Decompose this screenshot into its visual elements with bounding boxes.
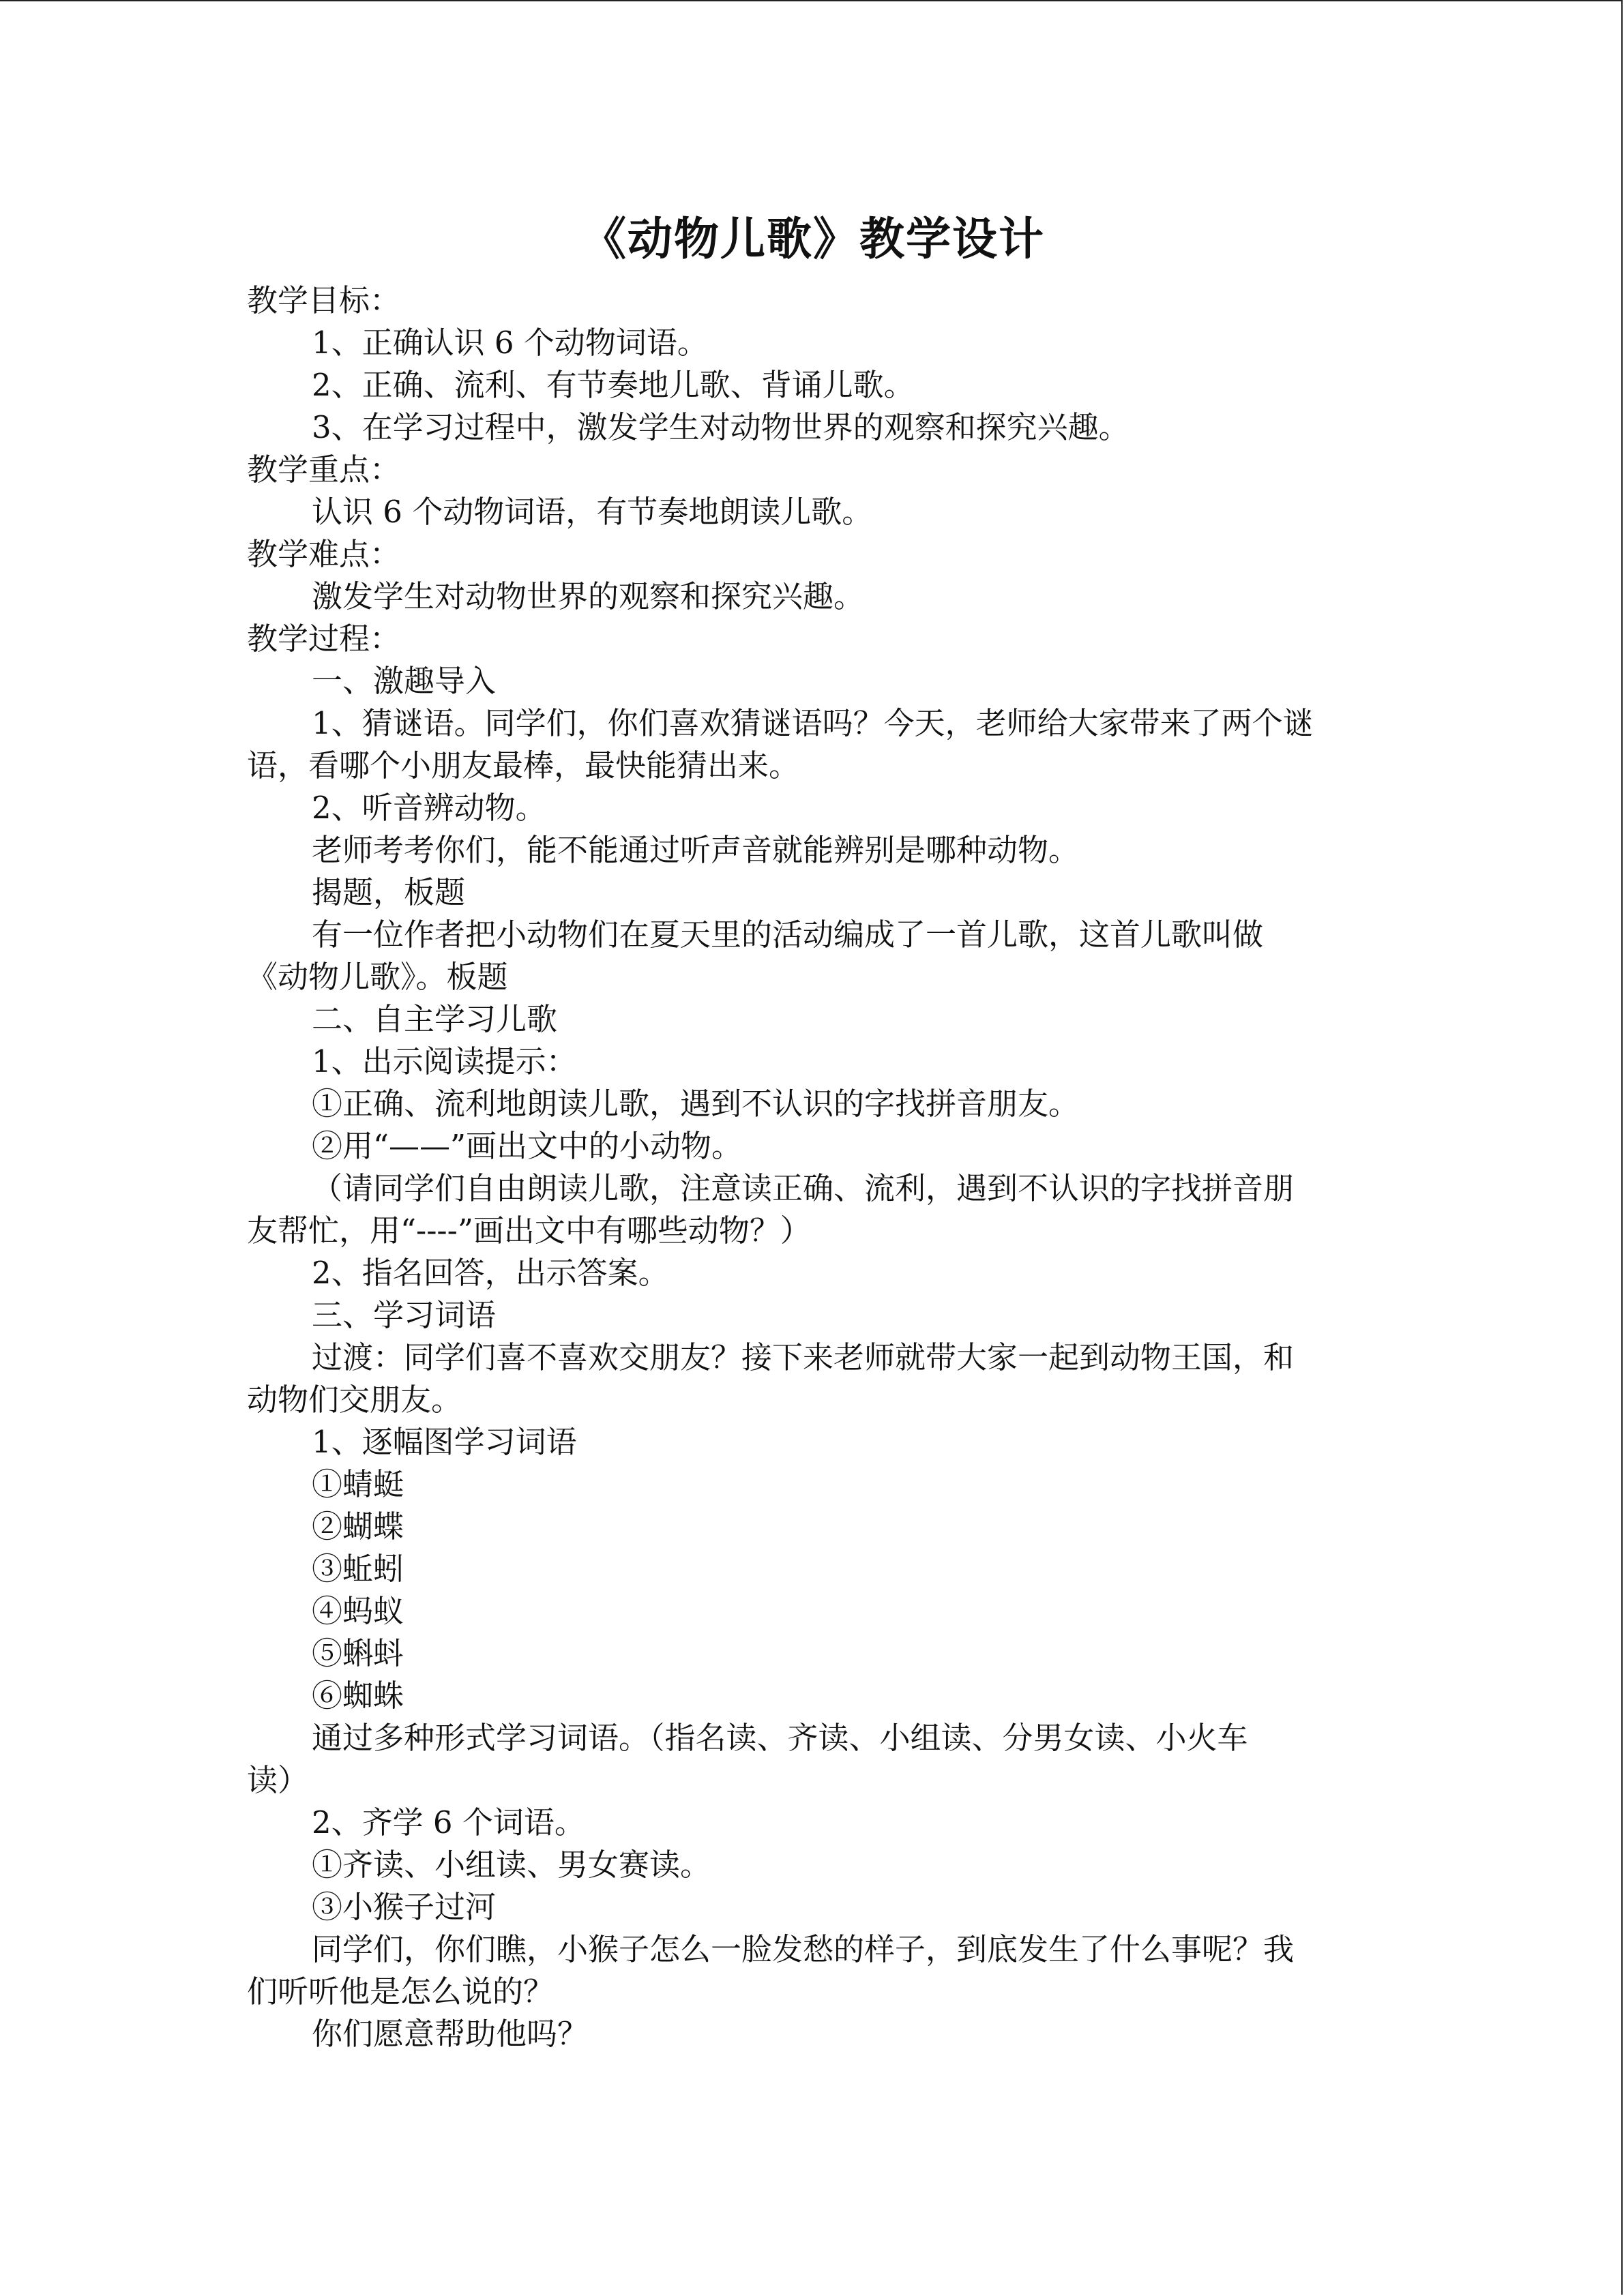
text-line: 1、逐幅图学习词语 xyxy=(312,1424,577,1460)
text-line: 三、学习词语 xyxy=(312,1297,497,1333)
text-line: 2、指名回答，出示答案。 xyxy=(312,1255,669,1291)
text-line: ⑤蝌蚪 xyxy=(312,1635,404,1671)
text-line: 激发学生对动物世界的观察和探究兴趣。 xyxy=(312,578,865,614)
text-line: 1、正确认识 6 个动物词语。 xyxy=(312,325,708,361)
text-line: 动物们交朋友。 xyxy=(247,1382,462,1418)
text-line: （请同学们自由朗读儿歌，注意读正确、流利，遇到不认识的字找拼音朋 xyxy=(312,1170,1295,1206)
text-line: ③小猴子过河 xyxy=(312,1889,497,1925)
text-line: ①正确、流利地朗读儿歌，遇到不认识的字找拼音朋友。 xyxy=(312,1086,1080,1122)
text-line: 3、在学习过程中，激发学生对动物世界的观察和探究兴趣。 xyxy=(312,409,1130,445)
text-line: 1、出示阅读提示： xyxy=(312,1043,577,1079)
text-line: ⑥蜘蛛 xyxy=(312,1678,404,1714)
text-line: 1、猜谜语。同学们，你们喜欢猜谜语吗？今天，老师给大家带来了两个谜 xyxy=(312,705,1314,741)
document-lines xyxy=(247,280,1379,2055)
text-line: ④蚂蚁 xyxy=(312,1593,404,1629)
text-line: 语，看哪个小朋友最棒，最快能猜出来。 xyxy=(247,747,800,784)
text-line: ①齐读、小组读、男女赛读。 xyxy=(312,1847,711,1883)
text-line: 揭题，板题 xyxy=(312,874,466,910)
text-line: 2、齐学 6 个词语。 xyxy=(312,1804,585,1840)
text-line: 们听听他是怎么说的？ xyxy=(247,1973,555,2010)
text-line: 读） xyxy=(247,1762,309,1798)
text-line: 教学目标： xyxy=(247,282,401,318)
text-line: 友帮忙，用“----”画出文中有哪些动物？） xyxy=(247,1212,811,1249)
text-line: 教学过程： xyxy=(247,621,401,657)
text-line: ③蚯蚓 xyxy=(312,1551,404,1587)
text-line: ②用“——”画出文中的小动物。 xyxy=(312,1128,743,1164)
document-body xyxy=(247,205,1379,2055)
text-line: 教学难点： xyxy=(247,536,401,572)
text-line: 过渡：同学们喜不喜欢交朋友？接下来老师就带大家一起到动物王国，和 xyxy=(312,1339,1295,1375)
text-line: 《动物儿歌》。板题 xyxy=(247,959,508,995)
text-line: 教学重点： xyxy=(247,451,401,488)
text-line: 老师考考你们，能不能通过听声音就能辨别是哪种动物。 xyxy=(312,832,1080,868)
text-line: 你们愿意帮助他吗？ xyxy=(312,2016,589,2052)
text-line: 2、听音辨动物。 xyxy=(312,790,546,826)
text-line: 有一位作者把小动物们在夏天里的活动编成了一首儿歌，这首儿歌叫做 xyxy=(312,916,1264,953)
text-line: 认识 6 个动物词语，有节奏地朗读儿歌。 xyxy=(312,494,873,530)
text-line: ①蜻蜓 xyxy=(312,1466,404,1502)
text-line: ②蝴蝶 xyxy=(312,1508,404,1545)
text-line: 通过多种形式学习词语。（指名读、齐读、小组读、分男女读、小火车 xyxy=(312,1720,1248,1756)
text-line: 同学们，你们瞧，小猴子怎么一脸发愁的样子，到底发生了什么事呢？我 xyxy=(312,1931,1295,1967)
text-line: 一、激趣导入 xyxy=(312,663,497,699)
text-line: 二、自主学习儿歌 xyxy=(312,1001,558,1037)
text-line: 2、正确、流利、有节奏地儿歌、背诵儿歌。 xyxy=(312,367,915,403)
document-title: 《动物儿歌》教学设计 xyxy=(581,212,1045,265)
